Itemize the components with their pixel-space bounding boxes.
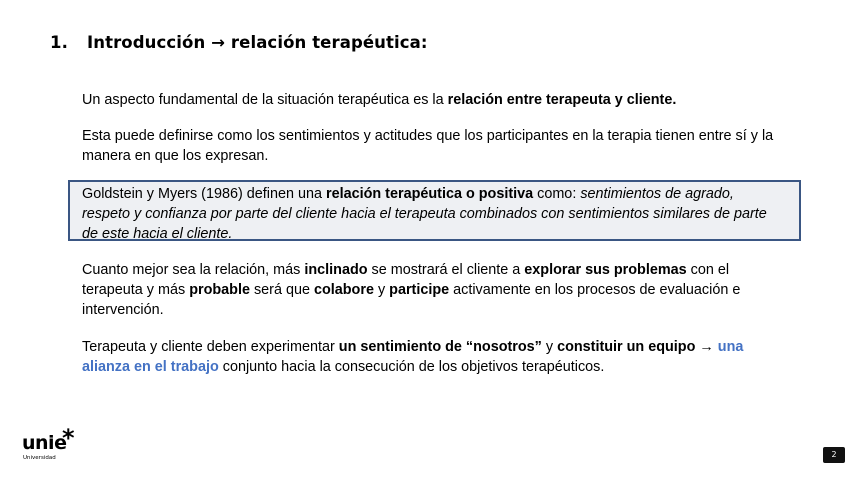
p5-bold-2: constituir un equipo bbox=[557, 339, 696, 355]
p5-text-2: y bbox=[541, 339, 558, 355]
p2-text: Esta puede definirse como los sentimientos y actitudes que los participantes en la terapia tienen entre sí y la manera en que los expresan. bbox=[82, 128, 774, 164]
p5-text-1: Terapeuta y cliente deben experimentar bbox=[82, 339, 339, 355]
paragraph-3-definition bbox=[82, 184, 782, 244]
p1-text: Un aspecto fundamental de la situación terapéutica es la bbox=[82, 92, 448, 108]
paragraph-4 bbox=[82, 260, 782, 320]
slide-title bbox=[50, 33, 428, 52]
p3-text-1: Goldstein y Myers (1986) definen una bbox=[82, 186, 326, 202]
p5-bold-1: un sentimiento de “nosotros” bbox=[338, 339, 542, 355]
p4-bold-1: inclinado bbox=[304, 262, 368, 278]
page-number-badge: 2 bbox=[823, 447, 845, 463]
p4-text-4: será que bbox=[249, 282, 314, 298]
p5-text-3: → bbox=[695, 339, 718, 355]
title-number: 1. bbox=[50, 33, 68, 52]
p4-bold-5: participe bbox=[389, 282, 450, 298]
p3-text-2: como: bbox=[533, 186, 581, 202]
paragraph-5 bbox=[82, 337, 782, 377]
p4-bold-2: explorar sus problemas bbox=[524, 262, 687, 278]
p3-italic: sentimientos de agrado, respeto y confianza por parte del cliente hacia el terapeuta combinados con sentimientos similares de parte de este hacia el cliente. bbox=[82, 186, 767, 242]
p4-text-1: Cuanto mejor sea la relación, más bbox=[82, 262, 305, 278]
logo-word: unie bbox=[22, 432, 67, 454]
logo-star-icon: * bbox=[62, 424, 75, 452]
p4-text-2: se mostrará el cliente a bbox=[367, 262, 525, 278]
p4-bold-4: colabore bbox=[313, 282, 374, 298]
p4-bold-3: probable bbox=[189, 282, 250, 298]
p4-text-5: y bbox=[373, 282, 390, 298]
p5-text-4: conjunto hacia la consecución de los objetivos terapéuticos. bbox=[218, 359, 605, 375]
alianza-link[interactable]: una alianza en el trabajo bbox=[82, 339, 744, 375]
title-text: Introducción → relación terapéutica: bbox=[87, 33, 428, 52]
p1-bold: relación entre terapeuta y cliente. bbox=[447, 92, 677, 108]
p3-bold: relación terapéutica o positiva bbox=[325, 186, 534, 202]
paragraph-2 bbox=[82, 126, 782, 166]
paragraph-1 bbox=[82, 90, 782, 110]
logo-subtitle: Universidad bbox=[23, 455, 56, 461]
unie-logo bbox=[22, 424, 75, 461]
p4-text-3: con el terapeuta y más bbox=[82, 262, 730, 298]
p4-text-6: activamente en los procesos de evaluación e intervención. bbox=[82, 282, 741, 318]
